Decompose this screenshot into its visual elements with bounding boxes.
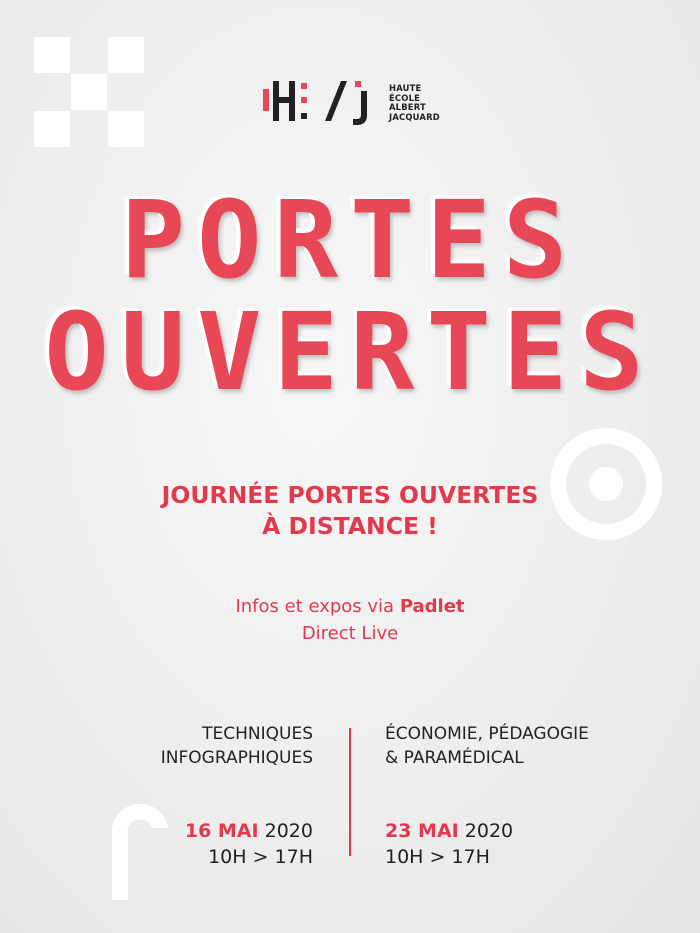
column-divider [349,728,351,856]
info-line-1 [0,593,700,620]
logo-line-1: HAUTE [389,83,422,93]
title-word-ouvertes: OUVERTES [44,291,656,415]
subtitle-line-1: JOURNÉE PORTES OUVERTES [161,481,539,509]
event-right-date [385,818,589,870]
event-left-year: 2020 [258,820,313,842]
title-line-2 [0,291,700,415]
hej-logo-mark [263,75,381,127]
logo-line-3: ALBERT [389,102,426,112]
title-line-1 [0,179,700,303]
event-right-date-red: 23 MAI [385,820,459,842]
hook-decoration [98,796,188,906]
logo-text [389,84,440,122]
event-right-label-line-1: ÉCONOMIE, PÉDAGOGIE [385,724,589,744]
event-right-label [385,722,589,770]
logo-line-4: JACQUARD [389,111,440,122]
padlet-link: Padlet [399,596,465,617]
info-text [0,593,700,647]
event-left-label-line-2: INFOGRAPHIQUES [160,748,313,768]
event-right-year: 2020 [458,820,514,842]
title-word-portes: PORTES [120,179,580,303]
event-right-label-line-2: & PARAMÉDICAL [385,748,524,768]
info-line-2: Direct Live [301,623,399,644]
event-left-date-red: 16 MAI [184,820,259,842]
event-left-label [161,722,313,770]
subtitle [0,480,700,542]
info-prefix: Infos et expos via [235,596,400,617]
event-left-label-line-1: TECHNIQUES [202,724,313,744]
subtitle-line-2: À DISTANCE ! [262,512,438,540]
school-logo [263,75,443,127]
event-right-hours: 10H > 17H [385,846,490,868]
event-left-hours: 10H > 17H [208,846,313,868]
checker-decoration [34,37,144,147]
event-right [385,722,589,870]
logo-line-2: ÉCOLE [389,92,421,103]
event-right-day [385,818,589,844]
